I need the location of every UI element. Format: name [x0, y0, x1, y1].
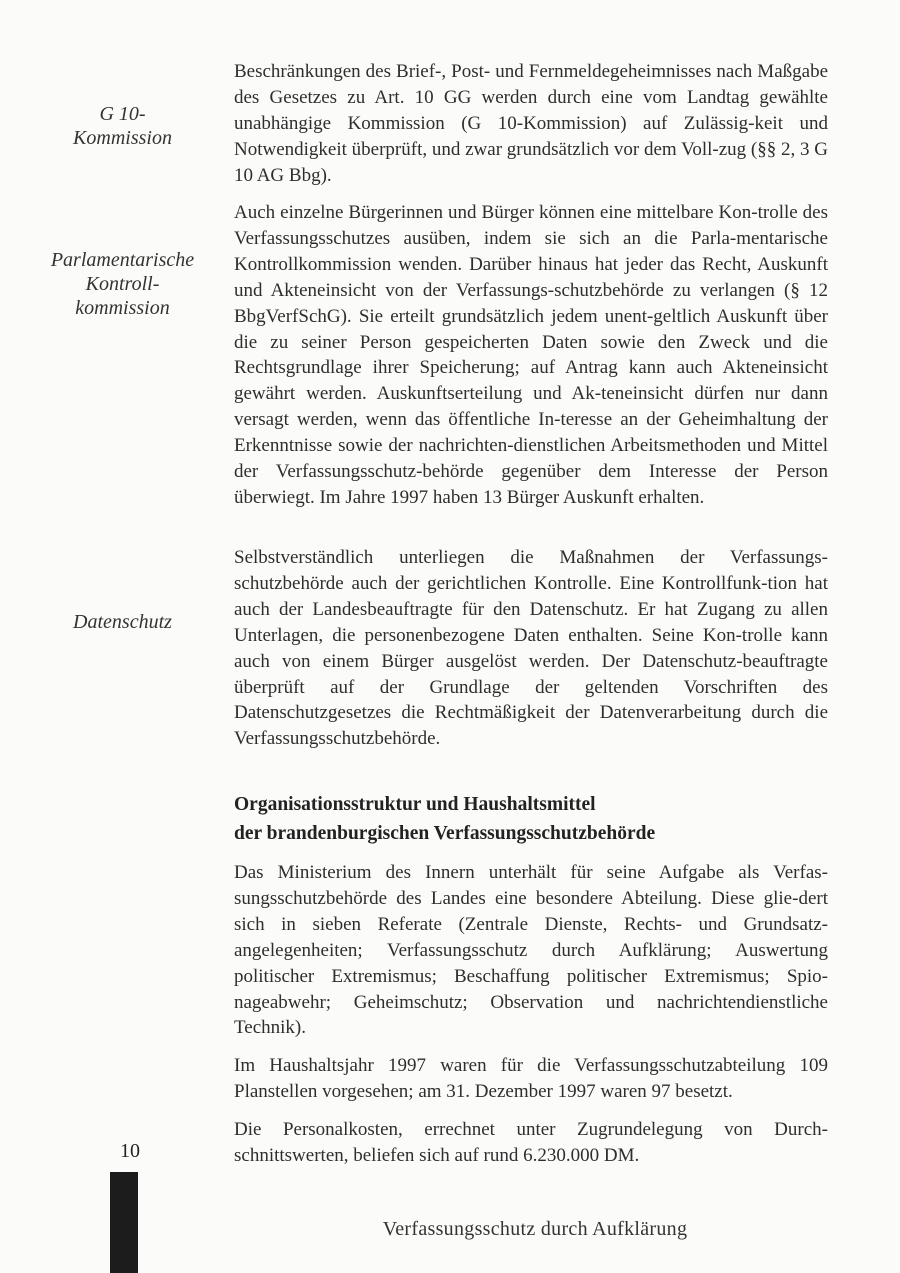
- margin-note-parlamentarische-kontrollkommission: [20, 248, 225, 320]
- paragraph-datenschutz: [234, 545, 828, 752]
- paragraph-5: Im Haushaltsjahr 1997 waren für die Verfassungsschutzabteilung 109 Planstellen vorgesehen; am 31. Dezember 1997 waren 97 besetzt.: [234, 1055, 828, 1102]
- paragraph-g10-kommission: [234, 59, 828, 189]
- paragraph-personalkosten: [234, 1117, 828, 1169]
- margin-note-g10-line1: G 10-: [99, 103, 146, 125]
- paragraph-buerger-kontrolle: [234, 200, 828, 511]
- page-number: 10: [120, 1140, 140, 1162]
- paragraph-haushalt: [234, 1053, 828, 1105]
- paragraph-1: Beschränkungen des Brief-, Post- und Fernmeldegeheimnisses nach Maßgabe des Gesetzes zu Art. 10 GG werden durch eine vom Landtag gewählte unabhängige Kommission (G 10-Kommission) auf Zulässig-keit und Notwendigkeit überprüft, und zwar grundsätzlich vor dem Voll-zug (§§ 2, 3 G 10 AG Bbg).: [234, 61, 828, 186]
- paragraph-3: Selbstverständlich unterliegen die Maßnahmen der Verfassungs-schutzbehörde auch der gerichtlichen Kontrolle. Eine Kontrollfunk-tion hat auch der Landesbeauftragte für den Datenschutz. Er hat Zugang zu allen Unterlagen, die personenbezogene Daten enthalten. Seine Kon-trolle kann auch von einem Bürger ausgelöst werden. Der Datenschutz-beauftragte überprüft auf der Grundlage der geltenden Vorschriften des Datenschutzgesetzes die Rechtmäßigkeit der Datenverarbeitung durch die Verfassungsschutzbehörde.: [234, 547, 828, 750]
- page-edge-marker: [110, 1172, 138, 1273]
- margin-note-parlament-line1: Parlamentarische: [50, 249, 195, 271]
- section-heading-line2: der brandenburgischen Verfassungsschutzbehörde: [234, 823, 656, 844]
- paragraph-2: Auch einzelne Bürgerinnen und Bürger können eine mittelbare Kon-trolle des Verfassungsschutzes ausüben, indem sie sich an die Parla-mentarische Kontrollkommission wenden. Darüber hinaus hat jeder das Recht, Auskunft und Akteneinsicht von der Verfassungs-schutzbehörde zu verlangen (§ 12 BbgVerfSchG). Sie erteilt grundsätzlich jedem unent-geltlich Auskunft über die zu seiner Person gespeicherten Daten sowie den Zweck und die Rechtsgrundlage ihrer Speicherung; auf Antrag kann auch Akteneinsicht gewährt werden. Auskunftserteilung und Ak-teneinsicht dürfen nur dann versagt werden, wenn das öffentliche In-teresse an der Geheimhaltung der Erkenntnisse sowie der nachrichten-dienstlichen Arbeitsmethoden und Mittel der Verfassungsschutz-behörde gegenüber dem Interesse der Person überwiegt. Im Jahre 1997 haben 13 Bürger Auskunft erhalten.: [234, 202, 828, 508]
- section-heading: [234, 790, 828, 848]
- margin-note-parlament-line3: kommission: [75, 297, 170, 319]
- margin-note-g10-line2: Kommission: [73, 127, 172, 149]
- paragraph-6: Die Personalkosten, errechnet unter Zugrundelegung von Durch-schnittswerten, beliefen sich auf rund 6.230.000 DM.: [234, 1119, 828, 1166]
- margin-note-parlament-line2: Kontroll-: [85, 273, 160, 295]
- margin-note-g10-kommission: [20, 102, 225, 150]
- running-footer: Verfassungsschutz durch Aufklärung: [382, 1218, 688, 1240]
- section-heading-line1: Organisationsstruktur und Haushaltsmittel: [234, 794, 596, 815]
- margin-note-datenschutz: Datenschutz: [73, 611, 172, 633]
- paragraph-4: Das Ministerium des Innern unterhält für seine Aufgabe als Verfas-sungsschutzbehörde des Landes eine besondere Abteilung. Diese glie-dert sich in sieben Referate (Zentrale Dienste, Rechts- und Grundsatz-angelegenheiten; Verfassungsschutz durch Aufklärung; Auswertung politischer Extremismus; Beschaffung politischer Extremismus; Spio-nageabwehr; Geheimschutz; Observation und nachrichtendienstliche Technik).: [234, 862, 828, 1039]
- paragraph-organisation: [234, 860, 828, 1041]
